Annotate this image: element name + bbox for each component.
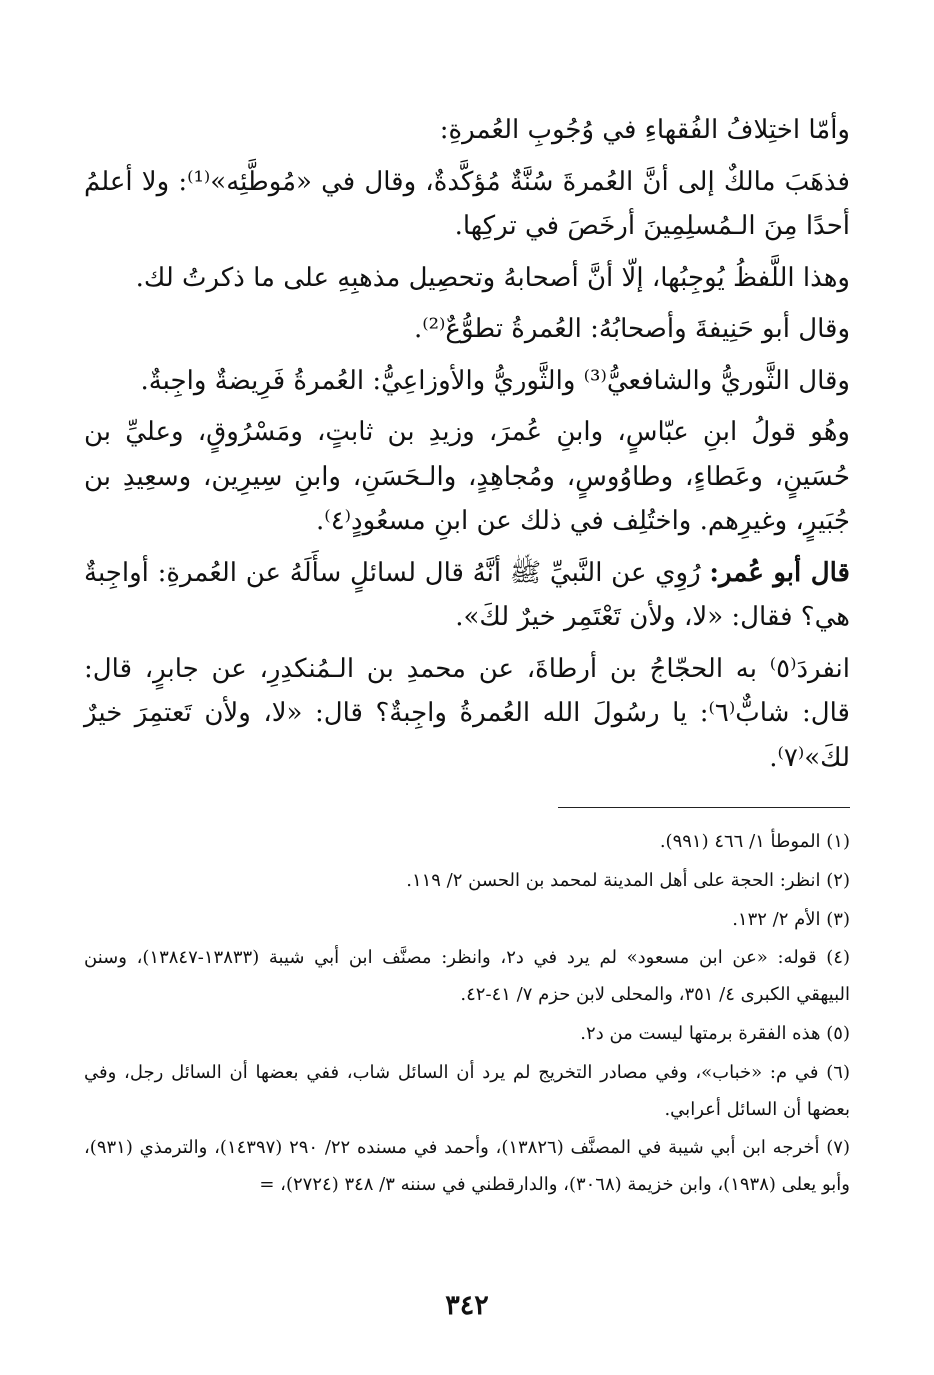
main-text	[84, 108, 850, 780]
abu-umar-text: رُوِي عن النَّبيِّ ﷺ أنَّهُ قال لسائلٍ سأَلَهُ عن العُمرةِ: أواجِبةٌ هي؟ فقال: «لا، ولأن تَعْتَمِر خيرٌ لكَ».	[84, 557, 850, 632]
footnote-4: (٤) قوله: «عن ابن مسعود» لم يرد في د٢، وانظر: مصنَّف ابن أبي شيبة (١٣٨٣٣-١٣٨٤٧)، وسنن البيهقي الكبرى ٤/ ٣٥١، والمحلى لابن حزم ٧/ ٤١-٤٢.	[84, 947, 850, 1006]
paragraph-abu-hanifa: وقال أبو حَنِيفةَ وأصحابُهُ: العُمرةُ تطوُّعٌ⁽²⁾.	[413, 314, 850, 344]
footnote-3: (٣) الأم ٢/ ١٣٢.	[732, 908, 850, 930]
page-number: ٣٤٢	[445, 1290, 489, 1321]
paragraph-companions: وهُو قولُ ابنِ عبّاسٍ، وابنِ عُمرَ، وزيدِ بن ثابتٍ، ومَسْرُوقٍ، وعليِّ بن حُسَينٍ، وعَطاءٍ، وطاوُوسٍ، ومُجاهِدٍ، والـحَسَنِ، وابنِ سِيرِين، وسعِيدِ بن جُبَيرٍ، وغيرِهم. واختُلِف في ذلك عن ابنِ مسعُودٍ⁽٤⁾.	[84, 417, 850, 536]
footnote-2: (٢) انظر: الحجة على أهل المدينة لمحمد بن الحسن ٢/ ١١٩.	[406, 869, 850, 891]
paragraph-infarada: انفردَ⁽٥⁾ به الحجّاجُ بن أرطاةَ، عن محمدِ بن الـمُنكدِرِ، عن جابرٍ، قال: قال: شابٌّ⁽٦⁾: يا رسُولَ الله العُمرةُ واجِبةٌ؟ قال: «لا، ولأن تَعتمِرَ خيرٌ لكَ»⁽٧⁾.	[84, 653, 850, 773]
paragraph-heading: وأمّا اختِلافُ الفُقهاءِ في وُجُوبِ العُمرةِ:	[439, 115, 850, 145]
footnote-divider	[558, 807, 850, 808]
footnote-5: (٥) هذه الفقرة برمتها ليست من د٢.	[580, 1022, 850, 1044]
footnote-7: (٧) أخرجه ابن أبي شيبة في المصنَّف (١٣٨٢٦)، وأحمد في مسنده ٢٢/ ٢٩٠ (١٤٣٩٧)، والترمذي (٩٣١)، وأبو يعلى (١٩٣٨)، وابن خزيمة (٣٠٦٨)، والدارقطني في سننه ٣/ ٣٤٨ (٢٧٢٤)، =	[84, 1137, 850, 1196]
paragraph-wording: وهذا اللَّفظُ يُوجِبُها، إلّا أنَّ أصحابهُ وتحصِيل مذهبِهِ على ما ذكرتُ لك.	[135, 262, 850, 293]
paragraph-thawri: وقال الثَّوريُّ والشافعيُّ⁽³⁾ والثَّوريُّ والأوزاعِيُّ: العُمرةُ فَرِيضةٌ واجِبةٌ.	[140, 365, 850, 396]
paragraph-abu-umar	[84, 551, 850, 640]
footnote-6: (٦) في م: «خباب»، وفي مصادر التخريج لم يرد أن السائل شاب، ففي بعضها أن السائل رجل، وفي بعضها أن السائل أعرابي.	[84, 1061, 850, 1120]
abu-umar-lead: قال أبو عُمر:	[709, 557, 850, 588]
paragraph-malik: فذهَبَ مالكٌ إلى أنَّ العُمرةَ سُنَّةٌ مُؤكَّدةٌ، وقال في «مُوطَّئِه»⁽¹⁾: ولا أعلمُ أحدًا مِنَ الـمُسلِمِينَ أرخَصَ في تركِها.	[84, 166, 850, 241]
footnote-1: (١) الموطأ ١/ ٤٦٦ (٩٩١).	[659, 831, 850, 852]
footnotes	[84, 824, 850, 1204]
